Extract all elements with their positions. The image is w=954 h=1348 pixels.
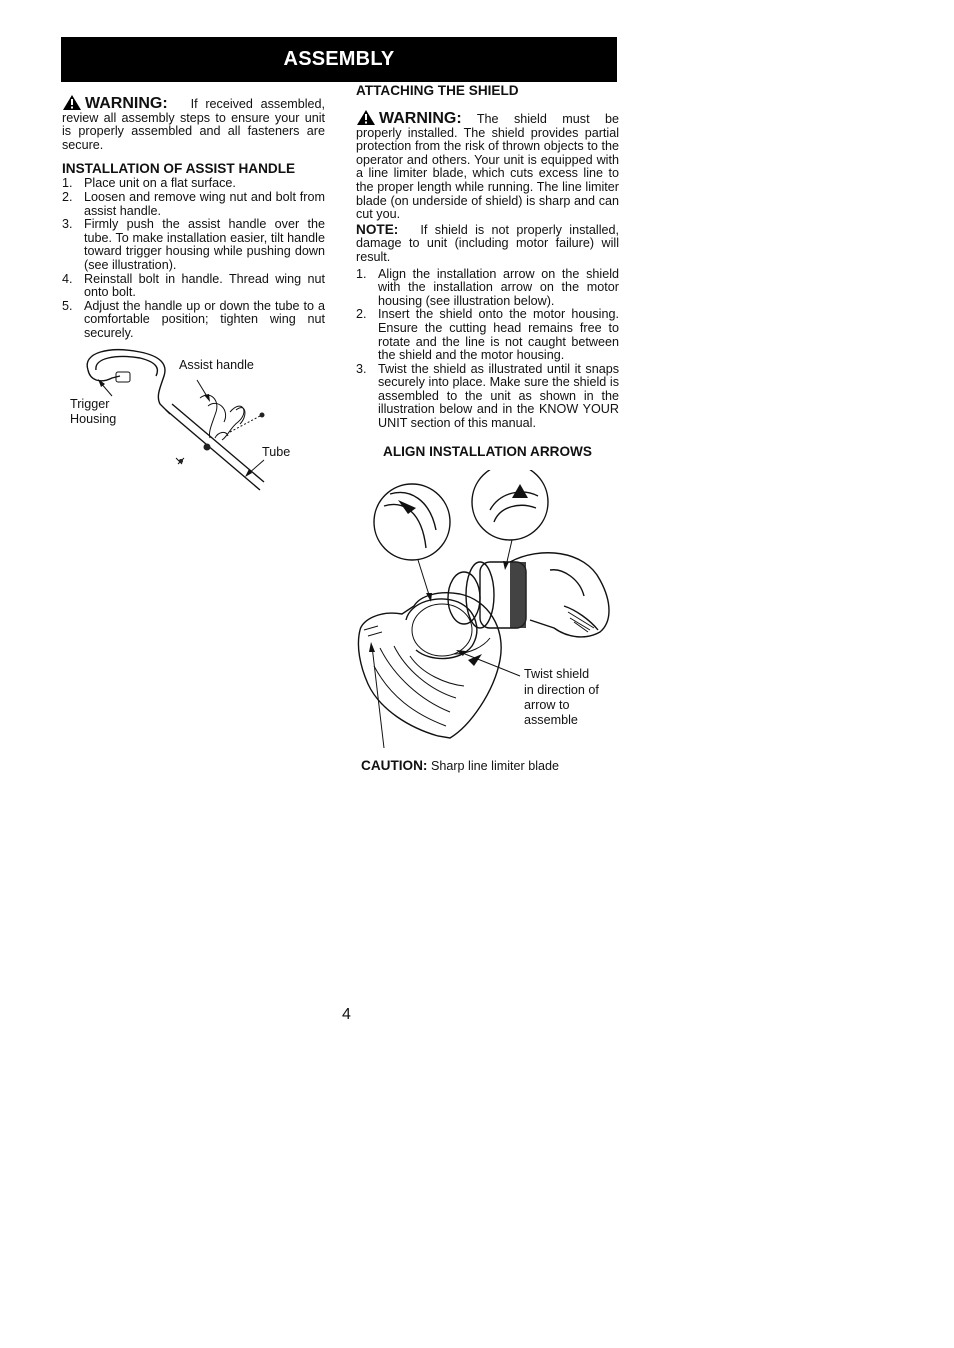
tube-label: Tube <box>262 445 291 459</box>
warning-label: WARNING: <box>379 110 462 127</box>
page-title: ASSEMBLY <box>283 48 395 70</box>
list-item: 1. Place unit on a flat surface. <box>62 176 236 191</box>
note-label: NOTE: <box>356 221 399 237</box>
trigger-label-line1: Trigger <box>70 397 110 411</box>
twist-label-line2: in direction of <box>524 683 599 697</box>
caution-text: Sharp line limiter blade <box>430 759 560 773</box>
shield-steps <box>356 268 619 431</box>
twist-label-line4: assemble <box>524 713 578 727</box>
page-number: 4 <box>342 1006 351 1023</box>
warning-text: If received assembled, review all assembly steps to ensure your unit is properly assembled and all fasteners are secure. <box>62 97 326 152</box>
list-item: 4. Reinstall bolt in handle. Thread wing nut onto bolt. <box>62 271 325 300</box>
section-banner <box>61 37 617 82</box>
twist-label-line3: arrow to <box>524 698 570 712</box>
warning-text: The shield must be properly installed. The shield provides partial protection from the risk of thrown objects to the operator and others. Your unit is equipped with a line limiter blade, which cuts excess line to the proper length while running. The line limiter blade (on underside of shield) is sharp and can cut you. <box>356 112 619 222</box>
list-item: 2. Loosen and remove wing nut and bolt from assist handle. <box>62 189 325 218</box>
assist-handle-label: Assist handle <box>179 358 254 372</box>
list-item: 2. Insert the shield onto the motor housing. Ensure the cutting head remains free to rotate and the line is not caught between the shield and the motor housing. <box>356 307 619 363</box>
list-item: 3. Firmly push the assist handle over the tube. To make installation easier, tilt handle toward trigger housing while pushing down (see illustration). <box>62 217 325 272</box>
warning-paragraph <box>356 109 619 222</box>
note-paragraph <box>356 223 619 265</box>
warning-triangle-icon <box>62 94 82 111</box>
left-column <box>62 94 325 341</box>
warning-label: WARNING: <box>85 95 168 112</box>
caution-label: CAUTION: <box>361 758 428 773</box>
warning-paragraph <box>62 94 325 152</box>
warning-triangle-icon <box>356 109 376 126</box>
section-heading: INSTALLATION OF ASSIST HANDLE <box>62 161 296 177</box>
list-item: 5. Adjust the handle up or down the tube to a comfortable position; tighten wing nut securely. <box>62 298 325 340</box>
section-heading: ATTACHING THE SHIELD <box>356 83 519 98</box>
list-item: 3. Twist the shield as illustrated until it snaps securely into place. Make sure the shield is assembled to the unit as shown in the illustration below and in the KNOW YOUR UNIT section of this manual. <box>356 361 619 431</box>
figure-title: ALIGN INSTALLATION ARROWS <box>383 443 592 459</box>
list-item: 1. Align the installation arrow on the shield with the installation arrow on the motor housing (see illustration below). <box>356 266 619 308</box>
assist-handle-steps <box>62 177 325 340</box>
shield-illustration <box>350 470 620 760</box>
twist-label-line1: Twist shield <box>524 667 590 681</box>
trigger-label-line2: Housing <box>70 412 117 426</box>
note-text: If shield is not properly installed, damage to unit (including motor failure) will result. <box>356 222 619 264</box>
caution-callout <box>361 758 559 774</box>
right-column <box>356 82 619 458</box>
